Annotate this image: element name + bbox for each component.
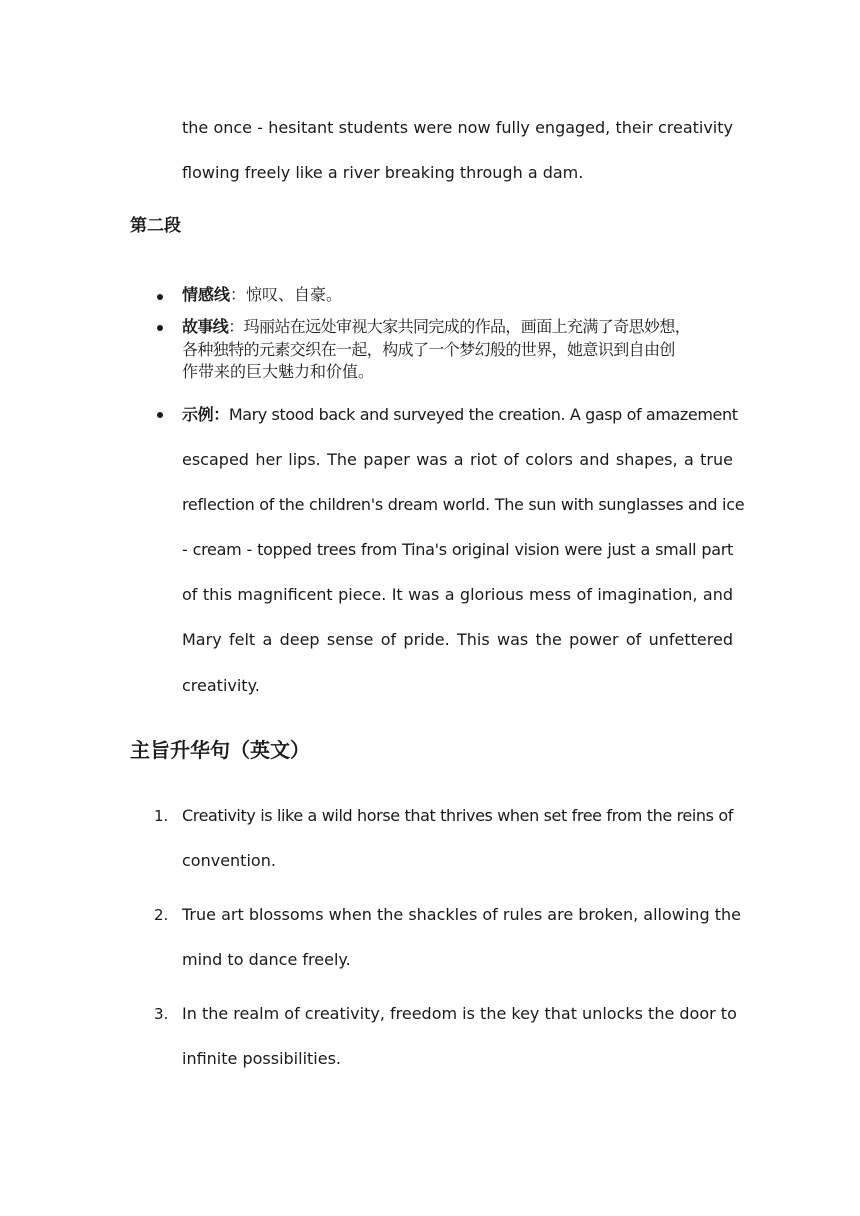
list-number: 3. [154,1005,169,1023]
example-text-line: creativity. [182,676,260,695]
emotion-label: 情感线 [182,285,231,304]
story-line [182,317,733,337]
paragraph-line: the once - hesitant students were now fully engaged, their creativity [182,118,733,137]
list-item-line: convention. [182,851,276,870]
example-text-line: Mary stood back and surveyed the creation. A gasp of amazement [228,405,738,424]
list-item-line: Creativity is like a wild horse that thrives when set free from the reins of [182,806,733,825]
example-text-line: - cream - topped trees from Tina's original vision were just a small part [182,540,733,559]
list-number: 2. [154,906,169,924]
bullet-marker [157,325,163,331]
example-text-line: reflection of the children's dream world. The sun with sunglasses and ice [182,495,745,514]
list-item-line: mind to dance freely. [182,950,351,969]
story-text-line: 作带来的巨大魅力和价值。 [182,362,375,381]
list-number: 1. [154,807,169,825]
paragraph-line: flowing freely like a river breaking through a dam. [182,163,584,182]
emotion-separator: ： [230,285,247,304]
list-item-line: In the realm of creativity, freedom is the key that unlocks the door to [182,1004,737,1023]
theme-heading: 主旨升华句（英文） [130,738,310,762]
story-separator: ： [228,317,244,336]
story-text-line: 各种独特的元素交织在一起，构成了一个梦幻般的世界，她意识到自由创 [182,340,675,359]
example-text-line: Mary felt a deep sense of pride. This was the power of unfettered [182,630,733,649]
example-text-line: of this magnificent piece. It was a glorious mess of imagination, and [182,585,733,604]
section-heading: 第二段 [130,216,181,236]
example-label: 示例 [182,405,214,424]
list-item-line: True art blossoms when the shackles of rules are broken, allowing the [182,905,741,924]
story-label: 故事线 [182,317,229,336]
bullet-marker [157,412,163,418]
emotion-line [182,285,733,305]
list-item-line: infinite possibilities. [182,1049,341,1068]
example-separator: ： [213,405,229,424]
bullet-marker [157,294,163,300]
emotion-text: 惊叹、自豪。 [246,285,343,304]
example-line [182,405,738,425]
example-text-line: escaped her lips. The paper was a riot of colors and shapes, a true [182,450,733,469]
story-text-line: 玛丽站在远处审视大家共同完成的作品，画面上充满了奇思妙想， [243,317,691,336]
